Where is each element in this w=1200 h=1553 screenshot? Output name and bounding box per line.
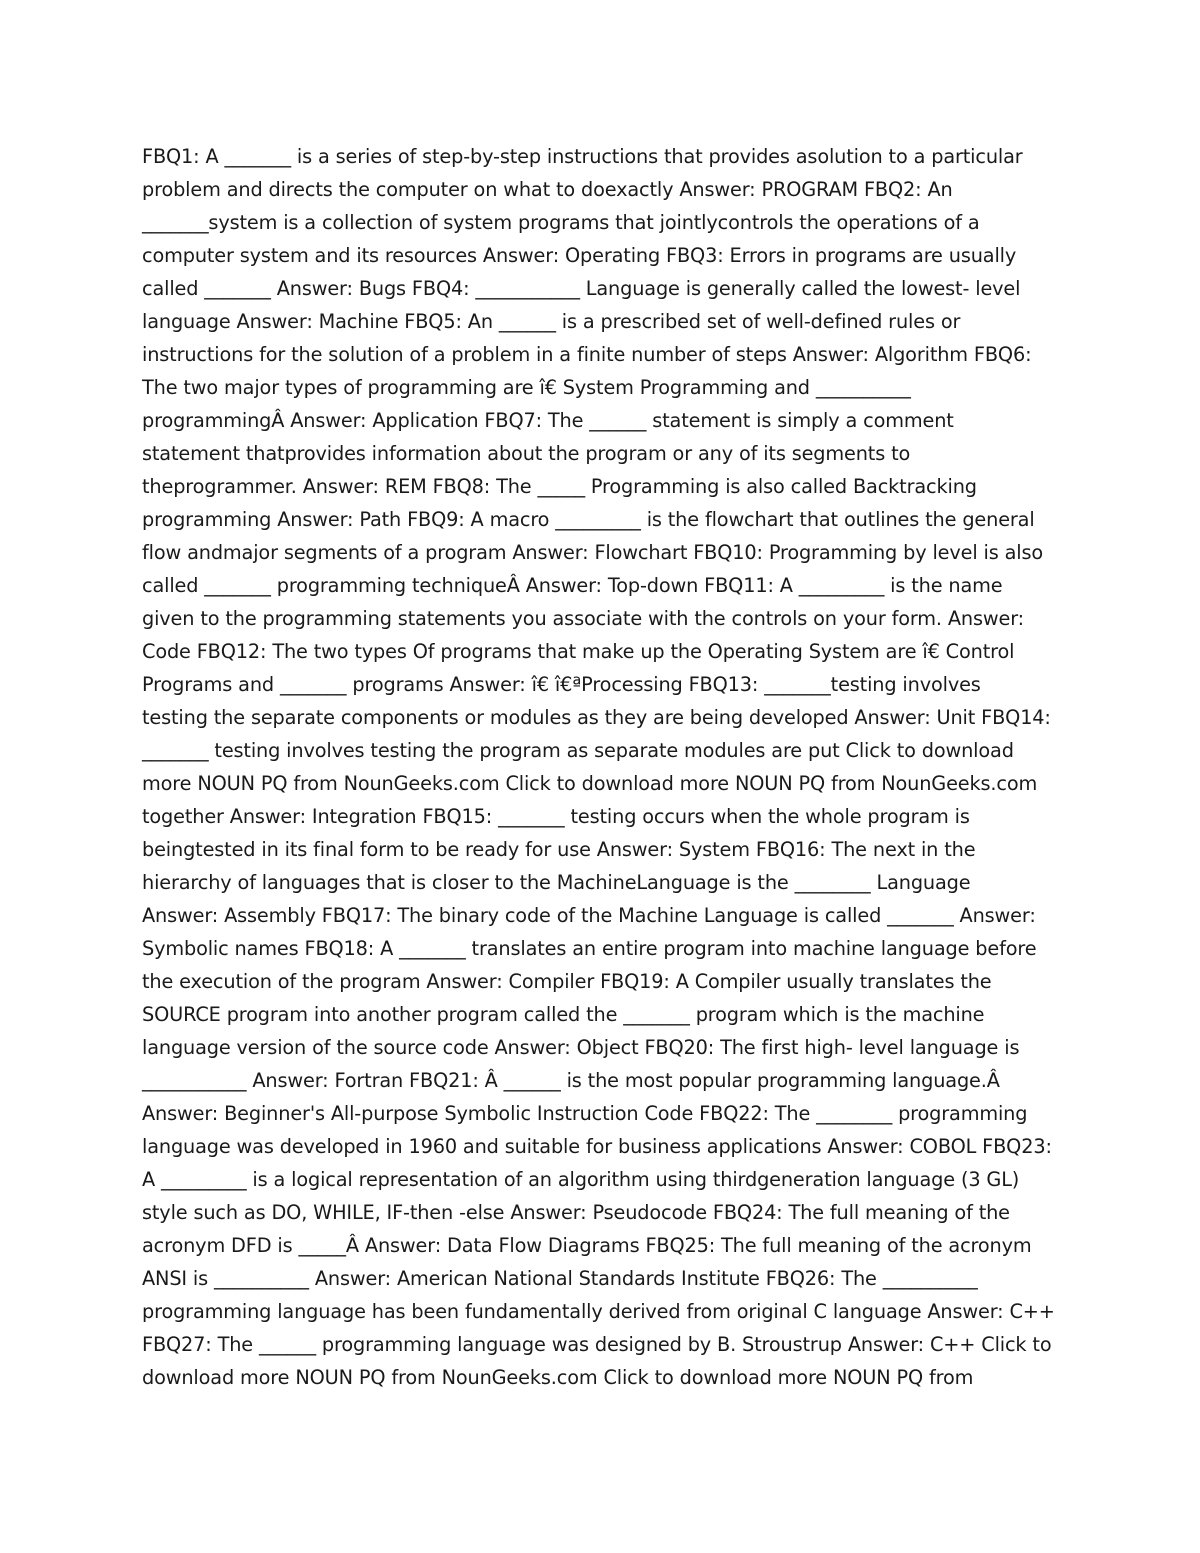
text-line: called _______ Answer: Bugs FBQ4: ___________ Language is generally called the lowest- level [142,277,1021,300]
text-line: programming Answer: Path FBQ9: A macro _________ is the flowchart that outlines the general [142,508,1035,531]
text-line: _______ testing involves testing the program as separate modules are put Click to download [142,739,1014,762]
text-line: programmingÂ Answer: Application FBQ7: The ______ statement is simply a comment [142,409,954,432]
text-line: language Answer: Machine FBQ5: An ______ is a prescribed set of well-defined rules or [142,310,961,333]
text-line: computer system and its resources Answer: Operating FBQ3: Errors in programs are usually [142,244,1017,267]
text-line: Symbolic names FBQ18: A _______ translates an entire program into machine language before [142,937,1037,960]
document-body [142,140,1072,1394]
text-line: together Answer: Integration FBQ15: _______ testing occurs when the whole program is [142,805,970,828]
text-line: language was developed in 1960 and suitable for business applications Answer: COBOL FBQ23: [142,1135,1052,1158]
text-line: SOURCE program into another program called the _______ program which is the machine [142,1003,985,1026]
text-line: given to the programming statements you associate with the controls on your form. Answer: [142,607,1025,630]
text-line: statement thatprovides information about the program or any of its segments to [142,442,911,465]
text-line: _______system is a collection of system programs that jointlycontrols the operations of a [142,211,980,234]
text-line: called _______ programming techniqueÂ Answer: Top-down FBQ11: A _________ is the name [142,574,1003,597]
text-line: programming language has been fundamentally derived from original C language Answer: C++ [142,1300,1055,1323]
text-line: flow andmajor segments of a program Answer: Flowchart FBQ10: Programming by level is also [142,541,1044,564]
text-line: beingtested in its final form to be ready for use Answer: System FBQ16: The next in the [142,838,976,861]
text-line: download more NOUN PQ from NounGeeks.com Click to download more NOUN PQ from [142,1366,974,1389]
text-line: style such as DO, WHILE, IF-then -else Answer: Pseudocode FBQ24: The full meaning of the [142,1201,1010,1224]
text-line: language version of the source code Answer: Object FBQ20: The first high- level language is [142,1036,1020,1059]
text-line: A _________ is a logical representation of an algorithm using thirdgeneration language (3 GL) [142,1168,1020,1191]
text-line: The two major types of programming are î€ System Programming and __________ [142,376,911,399]
text-line: ANSI is __________ Answer: American National Standards Institute FBQ26: The __________ [142,1267,978,1290]
text-line: problem and directs the computer on what to doexactly Answer: PROGRAM FBQ2: An [142,178,953,201]
text-line: testing the separate components or modules as they are being developed Answer: Unit FBQ14: [142,706,1051,729]
text-line: hierarchy of languages that is closer to the MachineLanguage is the ________ Language [142,871,971,894]
text-line: FBQ1: A _______ is a series of step-by-step instructions that provides asolution to a particular [142,145,1023,168]
text-line: Answer: Assembly FBQ17: The binary code of the Machine Language is called _______ Answer: [142,904,1036,927]
text-line: theprogrammer. Answer: REM FBQ8: The _____ Programming is also called Backtracking [142,475,977,498]
text-line: Programs and _______ programs Answer: î€ î€ªProcessing FBQ13: _______testing involves [142,673,981,696]
text-line: the execution of the program Answer: Compiler FBQ19: A Compiler usually translates the [142,970,992,993]
text-line: instructions for the solution of a problem in a finite number of steps Answer: Algorithm FBQ6: [142,343,1032,366]
text-line: acronym DFD is _____Â Answer: Data Flow Diagrams FBQ25: The full meaning of the acronym [142,1234,1032,1257]
text-line: Answer: Beginner's All-purpose Symbolic Instruction Code FBQ22: The ________ programming [142,1102,1028,1125]
text-line: more NOUN PQ from NounGeeks.com Click to download more NOUN PQ from NounGeeks.com [142,772,1038,795]
text-line: ___________ Answer: Fortran FBQ21: Â ______ is the most popular programming language.Â [142,1069,1000,1092]
text-line: FBQ27: The ______ programming language was designed by B. Stroustrup Answer: C++ Click to [142,1333,1052,1356]
text-line: Code FBQ12: The two types Of programs that make up the Operating System are î€ Control [142,640,1015,663]
